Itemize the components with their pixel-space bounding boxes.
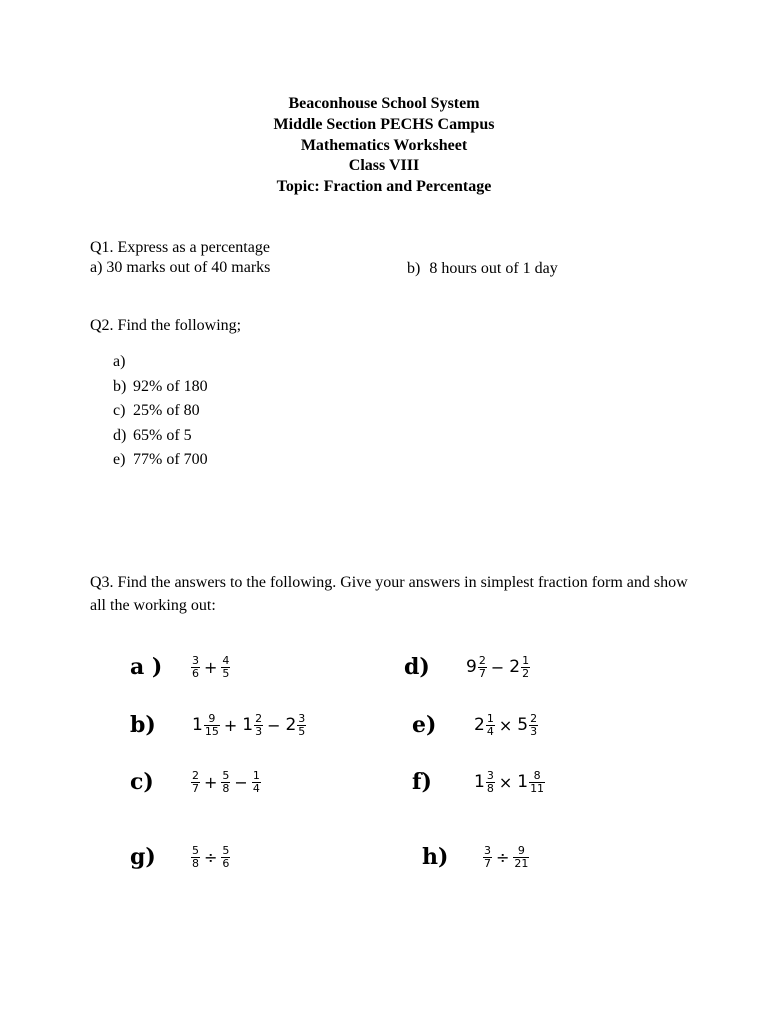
denominator: 4 [252, 781, 260, 795]
whole-number: 1 [474, 772, 485, 792]
fraction [221, 655, 230, 680]
list-item [113, 377, 208, 402]
campus-name: Middle Section PECHS Campus [273, 115, 495, 133]
problem-expression [472, 713, 539, 738]
worksheet-header [0, 94, 768, 198]
problem-c [130, 757, 262, 807]
problem-label: f) [412, 769, 432, 795]
q2-item-label: c) [113, 402, 126, 419]
problem-expression [190, 655, 231, 680]
denominator: 5 [222, 666, 230, 680]
fraction [486, 713, 495, 738]
fraction [483, 845, 492, 870]
fraction [191, 845, 200, 870]
numerator: 2 [192, 768, 199, 782]
operator: + [223, 715, 238, 735]
q2-item-text: 65% of 5 [133, 426, 192, 444]
fraction [191, 770, 200, 795]
denominator: 7 [478, 666, 486, 680]
problem-label: e) [412, 712, 437, 738]
numerator: 5 [222, 843, 230, 857]
operator: ÷ [204, 847, 218, 867]
problem-expression [482, 845, 530, 870]
denominator: 21 [514, 856, 529, 870]
problem-expression [464, 655, 531, 680]
problem-label: a ) [130, 654, 163, 680]
q2-title: Q2. Find the following; [90, 317, 242, 334]
problem-expression [190, 713, 307, 738]
denominator: 8 [486, 781, 494, 795]
problem-expression [472, 770, 546, 795]
numerator: 8 [533, 768, 541, 782]
q2-item-text: 92% of 180 [133, 377, 208, 395]
numerator: 5 [192, 843, 199, 857]
problem-expression [190, 845, 231, 870]
q2-item-label: d) [113, 426, 127, 444]
problem-g [130, 832, 231, 882]
numerator: 4 [222, 653, 230, 667]
denominator: 8 [222, 781, 230, 795]
numerator: 1 [252, 768, 260, 782]
whole-number: 1 [517, 772, 529, 792]
denominator: 15 [204, 724, 219, 738]
numerator: 5 [222, 768, 230, 782]
fraction [478, 655, 487, 680]
q2-item-text: 25% of 80 [133, 402, 200, 419]
denominator: 3 [530, 724, 538, 738]
problem-label: d) [404, 654, 430, 680]
operator: − [267, 715, 281, 735]
fraction [191, 655, 200, 680]
fraction [221, 770, 230, 795]
fraction [529, 770, 545, 795]
fraction [486, 770, 495, 795]
list-item [113, 450, 208, 475]
q2-item-label: a) [113, 353, 126, 370]
fraction [297, 713, 306, 738]
q2-item-label: b) [113, 377, 127, 395]
numerator: 3 [298, 711, 306, 725]
problem-a [130, 642, 231, 692]
problem-label: b) [130, 712, 156, 738]
whole-number: 5 [517, 715, 529, 735]
problem-b [130, 700, 307, 750]
numerator: 1 [522, 653, 530, 667]
numerator: 9 [517, 843, 525, 857]
whole-number: 1 [192, 715, 203, 735]
fraction [204, 713, 220, 738]
denominator: 11 [530, 781, 545, 795]
operator: + [204, 657, 218, 677]
problem-label: g) [130, 844, 156, 870]
numerator: 2 [255, 711, 263, 725]
topic-title: Topic: Fraction and Percentage [276, 178, 492, 196]
numerator: 1 [486, 711, 494, 725]
fraction [254, 713, 263, 738]
operator: ÷ [496, 847, 510, 867]
fraction [529, 713, 538, 738]
problem-h [422, 832, 530, 882]
numerator: 3 [192, 653, 199, 667]
q1-part-a: a) 30 marks out of 40 marks [90, 259, 271, 276]
q1-part-b-label: b) [407, 260, 421, 277]
list-item [113, 352, 208, 377]
problem-f [412, 757, 546, 807]
denominator: 6 [192, 666, 199, 680]
fraction [221, 845, 230, 870]
fraction [521, 655, 530, 680]
denominator: 2 [522, 666, 530, 680]
numerator: 3 [484, 843, 491, 857]
list-item [113, 426, 208, 451]
whole-number: 2 [285, 715, 297, 735]
problem-label: c) [130, 769, 154, 795]
fraction [252, 770, 261, 795]
denominator: 7 [484, 856, 491, 870]
q2-item-text: 77% of 700 [133, 451, 208, 468]
numerator: 9 [208, 711, 216, 725]
whole-number: 2 [509, 657, 521, 677]
operator: + [204, 772, 218, 792]
whole-number: 9 [466, 657, 477, 677]
problem-expression [190, 770, 262, 795]
q2-item-label: e) [113, 451, 126, 468]
denominator: 7 [192, 781, 199, 795]
q1-title: Q1. Express as a percentage [90, 239, 270, 256]
q2-list [113, 352, 208, 475]
operator: × [498, 715, 513, 735]
q1-part-b-text: 8 hours out of 1 day [429, 260, 558, 277]
numerator: 3 [486, 768, 494, 782]
whole-number: 1 [242, 715, 254, 735]
denominator: 5 [298, 724, 306, 738]
denominator: 8 [192, 856, 199, 870]
worksheet-title: Mathematics Worksheet [300, 136, 468, 154]
denominator: 4 [486, 724, 494, 738]
numerator: 2 [530, 711, 538, 725]
problem-label: h) [422, 844, 449, 870]
operator: − [234, 772, 248, 792]
q1-part-b [407, 259, 558, 279]
operator: − [490, 657, 505, 677]
school-name: Beaconhouse School System [288, 95, 480, 112]
operator: × [498, 772, 513, 792]
q3-title: Q3. Find the answers to the following. Give your answers in simplest fraction form and show all the working out: [90, 574, 688, 614]
list-item [113, 401, 208, 426]
problem-e [412, 700, 539, 750]
numerator: 2 [478, 653, 486, 667]
class-name: Class VIII [348, 157, 420, 175]
fraction [513, 845, 529, 870]
problem-d [404, 642, 531, 692]
denominator: 3 [255, 724, 263, 738]
whole-number: 2 [474, 715, 485, 735]
denominator: 6 [222, 856, 230, 870]
